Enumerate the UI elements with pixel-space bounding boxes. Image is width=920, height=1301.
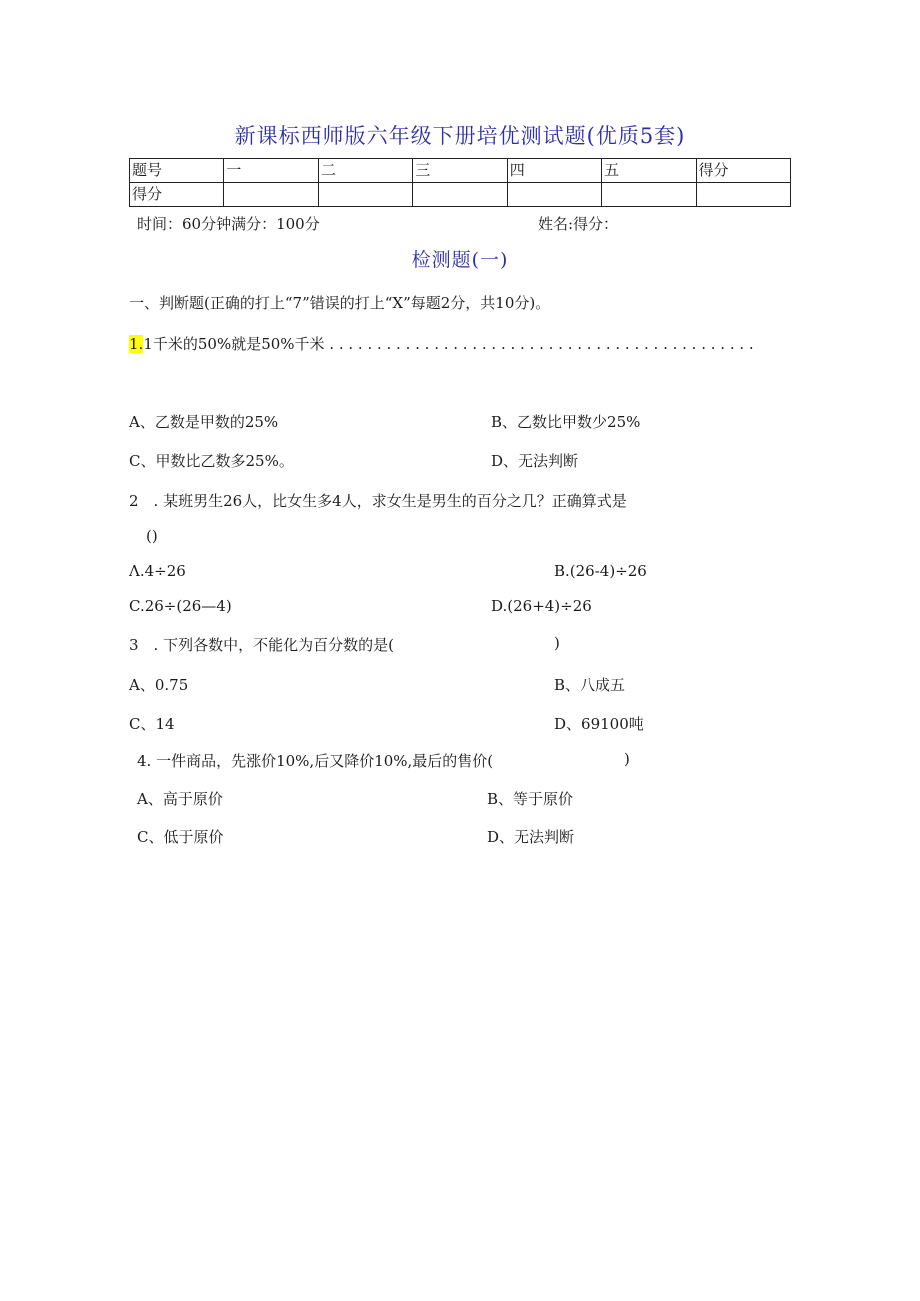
option-c: C.26÷(26—4) [129,597,232,615]
score-table-header-row [130,159,791,183]
option-d: D、69100吨 [554,715,644,733]
score-cell: 得分 [130,183,224,207]
score-table-score-row [130,183,791,207]
question-4-close-paren: ) [624,750,630,768]
option-b: B、等于原价 [487,790,574,808]
score-table [129,158,791,207]
score-cell [413,183,507,207]
option-c: C、甲数比乙数多25%。 [129,452,294,470]
score-cell: 三 [413,159,507,183]
question-text: 1千米的50%就是50%千米 . . . . . . . . . . . . . . . . . . . . . . . . . . . . . . . . . . . . . . . . . . . . . [143,335,754,353]
option-a: A、0.75 [129,676,189,694]
name-score-info: 姓名:得分： [538,215,619,233]
option-c: C、低于原价 [137,828,224,846]
option-b: B、八成五 [554,676,626,694]
question-4-text: 4. 一件商品，先涨价10%,后又降价10%,最后的售价( [137,752,494,770]
time-score-info: 时间：60分钟满分：100分 [137,215,320,233]
question-2-text: 2 . 某班男生26人，比女生多4人，求女生是男生的百分之几？正确算式是 [129,492,627,510]
option-d: D.(26+4)÷26 [491,597,592,615]
score-cell: 得分 [696,159,790,183]
question-2-blank: () [146,527,158,545]
document-title: 新课标西师版六年级下册培优测试题(优质5套) [234,124,686,148]
question-3-close-paren: ) [554,634,560,652]
score-cell: 二 [318,159,412,183]
option-a: A、乙数是甲数的25% [129,413,279,431]
section-heading: 一、判断题(正确的打上“7”错误的打上“X”每题2分，共10分)。 [129,294,551,312]
option-d: D、无法判断 [487,828,575,846]
option-d: D、无法判断 [491,452,579,470]
score-cell: 四 [507,159,601,183]
section-subtitle: 检测题(一) [411,249,509,271]
option-b: B.(26-4)÷26 [554,562,647,580]
score-cell [224,183,318,207]
option-c: C、14 [129,715,175,733]
score-cell: 一 [224,159,318,183]
question-3-text: 3 . 下列各数中，不能化为百分数的是( [129,636,394,654]
score-cell [696,183,790,207]
score-cell [507,183,601,207]
option-a: A、高于原价 [137,790,223,808]
question-1 [129,333,754,354]
option-b: B、乙数比甲数少25% [491,413,641,431]
score-cell [602,183,696,207]
score-cell: 五 [602,159,696,183]
score-cell [318,183,412,207]
question-number: 1. [129,335,144,353]
score-cell: 题号 [130,159,224,183]
option-a: Λ.4÷26 [129,562,186,580]
